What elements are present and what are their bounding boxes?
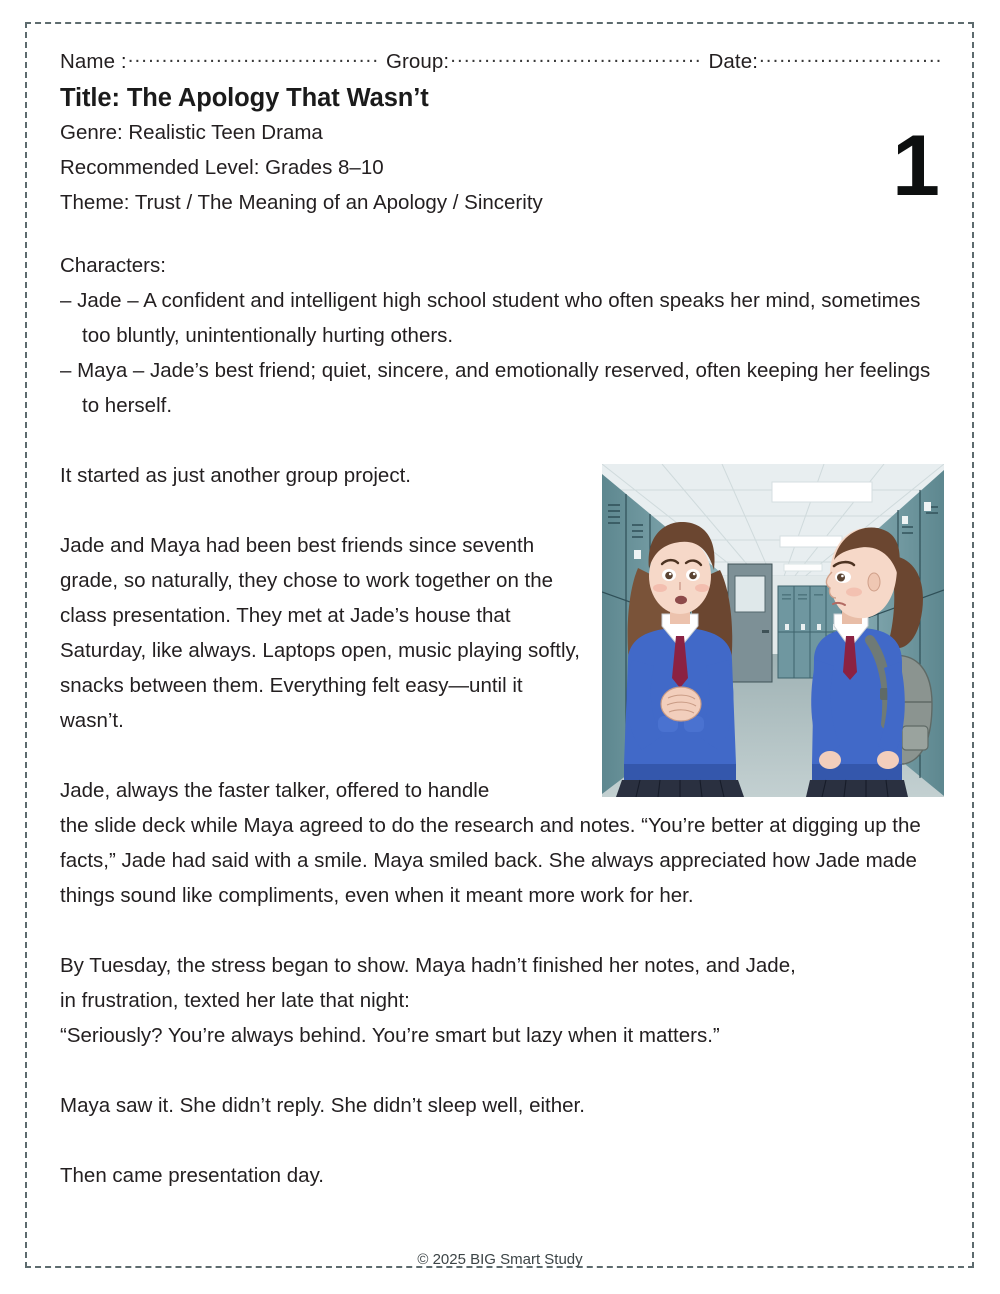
- story-paragraph-2: Jade and Maya had been best friends since seventh grade, so naturally, they chose to work together on the class presentation. They met at Jade’s house that Saturday, like always. Laptops open, music playing softly, snacks between them. Everything felt easy—until it wasn’t.: [60, 534, 580, 732]
- date-label: Date:: [708, 50, 758, 73]
- page-title: Title: The Apology That Wasn’t: [60, 84, 429, 112]
- page-number: 1: [892, 118, 938, 214]
- story-paragraph-3: the slide deck while Maya agreed to do the research and notes. “You’re better at digging up the facts,” Jade had said with a smile. Maya smiled back. She always appreciated how Jade made things sound like compliments, even when it meant more work for her.: [60, 814, 921, 907]
- hallway-illustration: [602, 464, 944, 797]
- name-label: Name :: [60, 50, 127, 73]
- hallway-illustration-art: [602, 464, 944, 797]
- header-block: [60, 84, 944, 220]
- name-blank[interactable]: [128, 48, 377, 68]
- story-paragraph-6: Then came presentation day.: [60, 1164, 324, 1187]
- story-paragraph-5: Maya saw it. She didn’t reply. She didn’t sleep well, either.: [60, 1094, 585, 1117]
- footer-copyright: © 2025 BIG Smart Study: [417, 1251, 583, 1268]
- story-quote-text: “Seriously? You’re always behind. You’re smart but lazy when it matters.”: [60, 1024, 720, 1047]
- character-item-maya: – Maya – Jade’s best friend; quiet, sincere, and emotionally reserved, often keeping her feelings to herself.: [60, 359, 931, 417]
- meta-theme: Theme: Trust / The Meaning of an Apology / Sincerity: [60, 191, 543, 214]
- story-paragraph-4-line1: By Tuesday, the stress began to show. Maya hadn’t finished her notes, and Jade,: [60, 954, 796, 977]
- story-body: [60, 248, 944, 1193]
- group-label: Group:: [385, 50, 450, 73]
- story-paragraph-4-line2: in frustration, texted her late that night:: [60, 989, 410, 1012]
- date-blank[interactable]: [759, 48, 943, 68]
- story-paragraph-3-line1: Jade, always the faster talker, offered to handle: [60, 779, 490, 802]
- meta-genre: Genre: Realistic Teen Drama: [60, 121, 323, 144]
- worksheet-content: [60, 48, 944, 1238]
- meta-level: Recommended Level: Grades 8–10: [60, 156, 384, 179]
- group-blank[interactable]: [450, 48, 699, 68]
- characters-heading: Characters:: [60, 254, 166, 277]
- story-paragraph-1: It started as just another group project.: [60, 464, 411, 487]
- student-info-line: [60, 48, 944, 74]
- character-item-jade: – Jade – A confident and intelligent high school student who often speaks her mind, sometimes too bluntly, unintentionally hurting others.: [60, 289, 921, 347]
